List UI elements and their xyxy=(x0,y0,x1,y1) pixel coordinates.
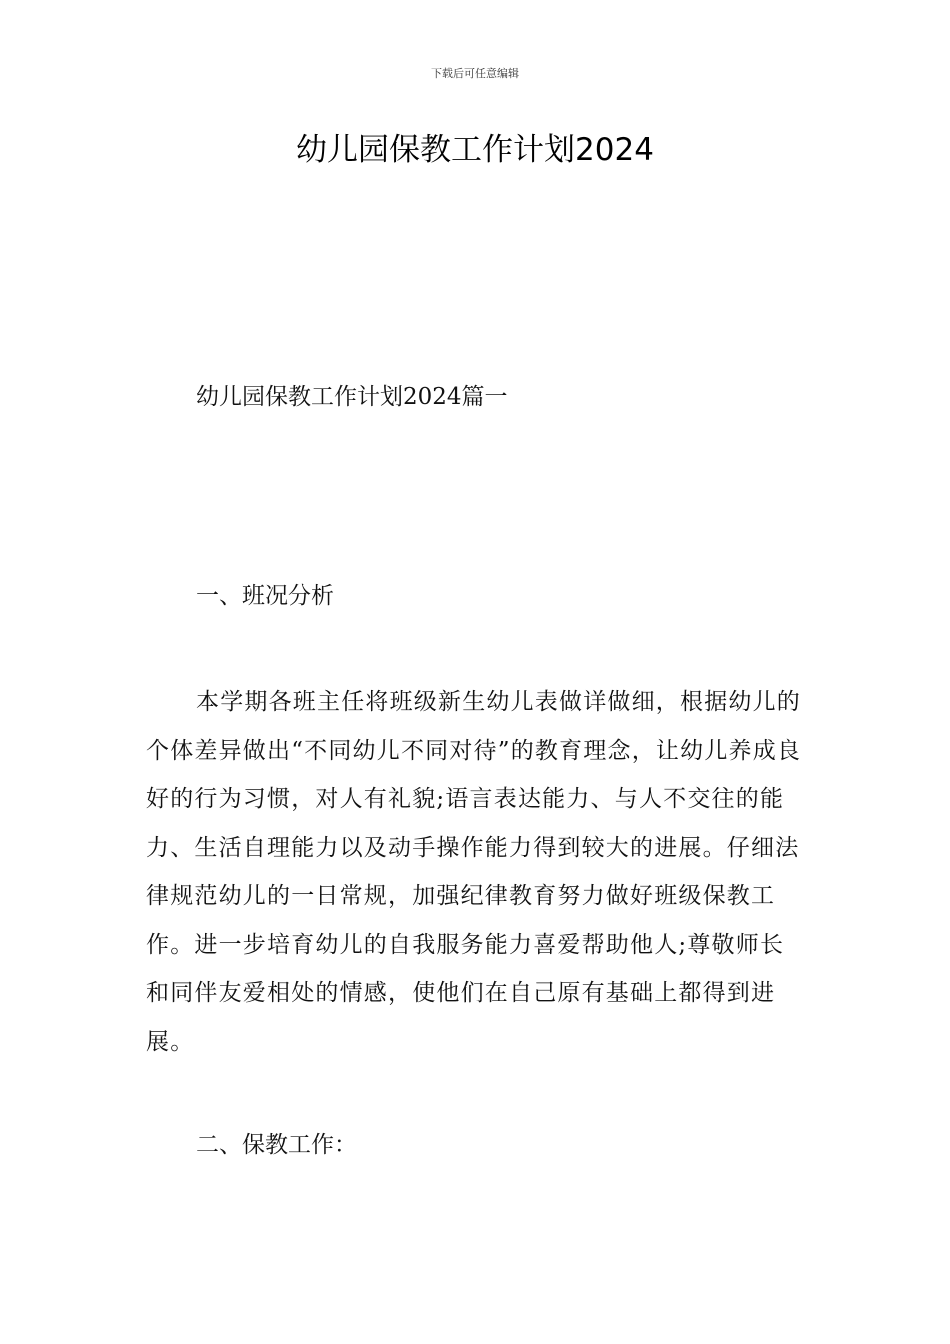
heading-care-education-work: 二、保教工作： xyxy=(196,1132,357,1158)
section-title: 幼儿园保教工作计划2024篇一 xyxy=(196,384,508,410)
paragraph-class-analysis: 本学期各班主任将班级新生幼儿表做详做细，根据幼儿的个体差异做出“不同幼儿不同对待”的教育理念，让幼儿养成良好的行为习惯，对人有礼貌;语言表达能力、与人不交往的能力、生活自理能力以及动手操作能力得到较大的进展。仔细法律规范幼儿的一日常规，加强纪律教育努力做好班级保教工作。进一步培育幼儿的自我服务能力喜爱帮助他人;尊敬师长和同伴友爱相处的情感，使他们在自己原有基础上都得到进展。 xyxy=(146,689,802,1055)
document-title: 幼儿园保教工作计划2024 xyxy=(296,132,654,168)
heading-class-analysis: 一、班况分析 xyxy=(196,583,334,609)
header-note: 下载后可任意编辑 xyxy=(431,67,519,80)
